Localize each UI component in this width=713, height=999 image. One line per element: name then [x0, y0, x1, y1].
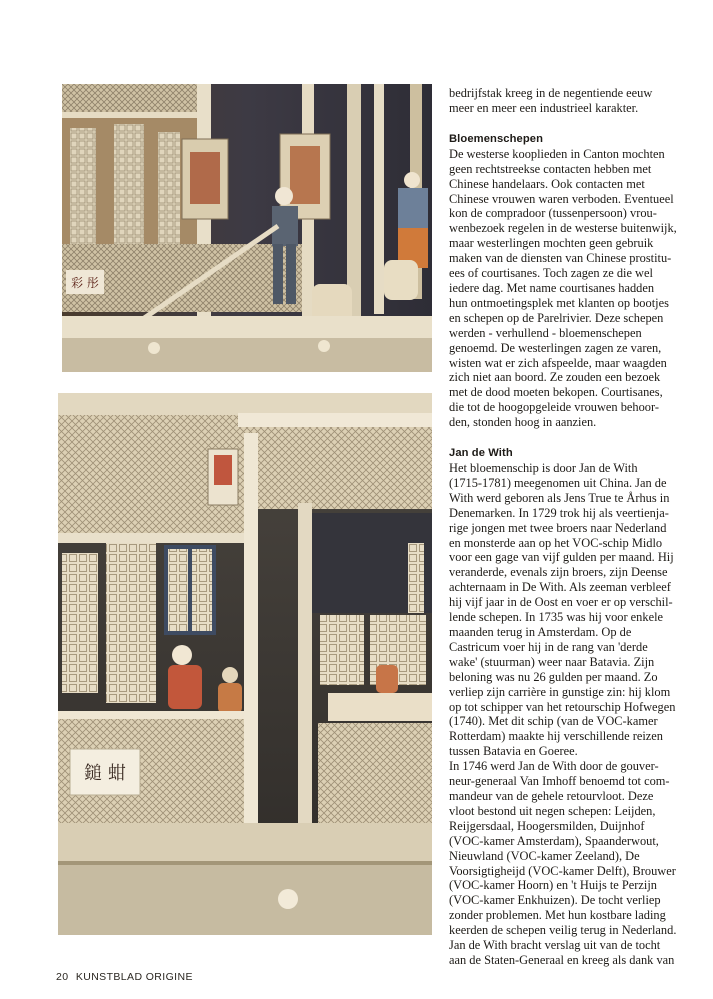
- text-line: iedere dag. Met name courtisanes hadden: [449, 280, 655, 295]
- text-line: achternaam in De With. Als zeeman verbleef: [449, 580, 671, 595]
- text-line: en monsterde aan op het VOC-schip Midlo: [449, 535, 663, 550]
- text-line: den, stonden hoog in aanzien.: [449, 415, 597, 430]
- text-line: Jan de With bracht verslag uit van de tocht: [449, 938, 661, 953]
- text-line: Het bloemenschip is door Jan de With: [449, 461, 638, 476]
- section-body-bloemenschepen: [449, 147, 697, 430]
- text-line: Chinese handelaars. Ook contacten met: [449, 176, 645, 191]
- text-line: met de dood moeten bekopen. Courtisanes,: [449, 385, 663, 400]
- text-line: genoemd. De westerlingen zagen ze varen,: [449, 340, 662, 355]
- flower-boat-illustration-bottom: [58, 393, 432, 935]
- text-line: vloot bestond uit negen schepen: Leijden,: [449, 803, 656, 818]
- publication-name: KUNSTBLAD ORIGINE: [75, 971, 193, 983]
- text-line: aan de Staten-Generaal en kreeg als dank van: [449, 952, 675, 967]
- flower-boat-photo-bottom: [58, 393, 432, 935]
- text-line: neur-generaal Van Imhoff benoemd tot com-: [449, 774, 670, 789]
- text-line: (VOC-kamer Hoorn) en 't Huijs te Perzijn: [449, 878, 658, 893]
- svg-text:鎚 蚶: 鎚 蚶: [84, 763, 126, 784]
- text-line: zonder problemen. Met hun kostbare lading: [449, 908, 666, 923]
- text-line: bedrijfstak kreeg in de negentiende eeuw: [449, 86, 653, 100]
- flower-boat-photo-top: [62, 84, 432, 372]
- text-line: wake' (stuurman) weer naar Batavia. Zijn: [449, 654, 655, 669]
- text-line: wenbezoek regelen in de westerse buitenwijk,: [449, 221, 677, 236]
- text-line: rige jongen met twee broers naar Nederland: [449, 520, 667, 535]
- text-line: maar westerlingen mochten geen gebruik: [449, 236, 654, 251]
- text-line: Voorsigtigheijd (VOC-kamer Delft), Brouwer: [449, 863, 676, 878]
- text-line: zich niet aan boord. Ze zouden een bezoek: [449, 370, 661, 385]
- text-line: hun ontmoetingsplek met klanten op bootjes: [449, 295, 669, 310]
- text-line: die tot de hoogopgeleide vrouwen behoor-: [449, 400, 659, 415]
- article-text-column: [449, 86, 697, 968]
- intro-paragraph: [449, 86, 697, 116]
- text-line: kon de compradoor (tussenpersoon) vrou-: [449, 206, 657, 221]
- text-line: Chinese vrouwen waren verboden. Eventueel: [449, 191, 674, 206]
- text-line: maken van de diensten van Chinese prostitu-: [449, 251, 672, 266]
- page-number: 20: [56, 971, 69, 983]
- text-line: meer en meer een industrieel karakter.: [449, 100, 639, 115]
- flower-boat-illustration-top: [62, 84, 432, 372]
- text-line: wisten wat er zich afspeelde, maar waagden: [449, 355, 667, 370]
- text-line: (1740). Met dit schip (van de VOC-kamer: [449, 714, 658, 729]
- text-line: Castricum voer hij in de rang van 'derde: [449, 639, 648, 654]
- text-line: op tot schipper van het retourschip Hofwegen: [449, 699, 676, 714]
- text-line: De westerse kooplieden in Canton mochten: [449, 146, 665, 161]
- text-line: tussen Batavia en Goeree.: [449, 744, 578, 759]
- text-line: veranderde, evenals zijn broers, zijn Deense: [449, 565, 668, 580]
- text-line: beloning was nu 26 gulden per maand. Zo: [449, 669, 658, 684]
- text-line: werden - verhullend - bloemenschepen: [449, 325, 642, 340]
- text-line: mandeur van de gehele retourvloot. Deze: [449, 788, 654, 803]
- section-heading-bloemenschepen: Bloemenschepen: [449, 132, 544, 145]
- text-line: In 1746 werd Jan de With door de gouver-: [449, 759, 659, 774]
- text-line: (VOC-kamer Amsterdam), Spaanderwout,: [449, 833, 659, 848]
- text-line: geen rechtstreekse contacten hebben met: [449, 161, 652, 176]
- section-heading-jan-de-with: Jan de With: [449, 447, 513, 460]
- text-line: With werd geboren als Jens True te Århus in: [449, 490, 670, 505]
- text-line: maanden terug in Amsterdam. Op de: [449, 625, 632, 639]
- text-line: verliep zijn carrière in gunstige zin: hij klom: [449, 684, 671, 699]
- text-line: ees of courtisanes. Toch zagen ze die wel: [449, 266, 653, 281]
- page-footer: [56, 971, 193, 983]
- text-line: (VOC-kamer Enkhuizen). De tocht verliep: [449, 893, 661, 908]
- section-body-jan-de-with: [449, 461, 697, 968]
- text-line: lende schepen. In 1735 was hij voor enkele: [449, 610, 664, 625]
- text-line: en schepen op de Parelrivier. Deze schepen: [449, 310, 664, 325]
- text-line: (1715-1781) meegenomen uit China. Jan de: [449, 475, 667, 490]
- text-line: Nieuwland (VOC-kamer Zeeland), De: [449, 848, 640, 863]
- text-line: hij vijf jaar in de Oost en voer er op verschil-: [449, 595, 673, 610]
- svg-text:彩 彤: 彩 彤: [71, 276, 99, 290]
- text-line: Reijgersdaal, Hoogersmilden, Duijnhof: [449, 818, 645, 833]
- text-line: Denemarken. In 1729 trok hij als veertienja-: [449, 505, 669, 520]
- text-line: Rotterdam) maakte hij verschillende reizen: [449, 729, 663, 744]
- text-line: keerden de schepen veilig terug in Nederland.: [449, 923, 677, 938]
- text-line: voor een gage van vijf gulden per maand. Hij: [449, 550, 674, 565]
